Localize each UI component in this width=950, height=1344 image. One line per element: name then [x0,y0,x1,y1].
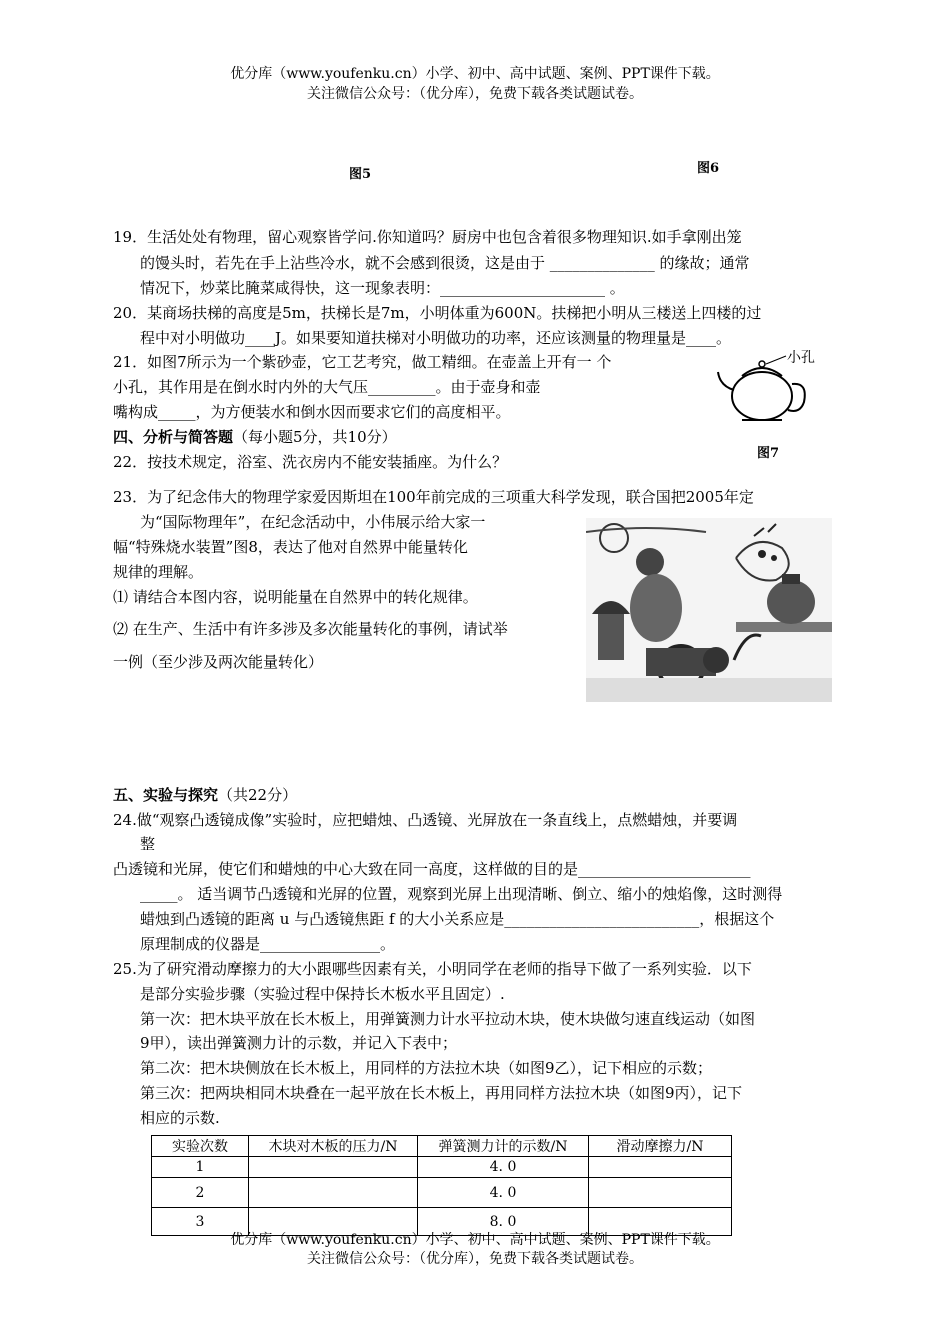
table-cell [589,1157,732,1178]
section-5-title: 五、实验与探究 [113,786,219,804]
figure-7-caption: 图7 [757,446,780,461]
q19-line-1: 19．生活处处有物理，留心观察皆学问.你知道吗？厨房中也包含着很多物理知识.如手拿刚出笼 [113,228,742,246]
q21-line-3: 嘴构成_____，为方便装水和倒水因而要求它们的高度相平。 [113,403,511,421]
table-cell: 1 [152,1157,249,1178]
q21-line-1: 21．如图7所示为一个紫砂壶，它工艺考究，做工精细。在壶盖上开有一 个 [113,353,612,371]
table-cell: 4. 0 [418,1178,589,1208]
footer-line-1: 优分库（www.youfenku.cn）小学、初中、高中试题、案例、PPT课件下载。 [230,1232,720,1248]
q25-line-6: 第三次：把两块相同木块叠在一起平放在长木板上，再用同样方法拉木块（如图9丙），记下 [140,1084,743,1102]
section-5-heading [113,783,835,807]
table-cell: 4. 0 [418,1157,589,1178]
q25-line-5: 第二次：把木块侧放在长木板上，用同样的方法拉木块（如图9乙），记下相应的示数； [140,1059,713,1077]
q25-line-7: 相应的示数. [140,1109,220,1127]
q25-line-2: 是部分实验步骤（实验过程中保持长木板水平且固定）. [140,985,505,1003]
q21-line-2: 小孔，其作用是在倒水时内外的大气压_________。由于壶身和壶 [113,378,541,396]
teapot-hole-label: 小孔 [787,350,815,366]
q23-line-5: ⑴ 请结合本图内容，说明能量在自然界中的转化规律。 [113,588,478,606]
q23-line-3: 幅“特殊烧水装置”图8，表达了他对自然界中能量转化 [113,538,468,556]
figure-5-caption: 图5 [349,167,372,182]
q24-line-1: 24.做“观察凸透镜成像”实验时，应把蜡烛、凸透镜、光屏放在一条直线上，点燃蜡烛，并要调 [113,811,738,829]
table-cell [589,1178,732,1208]
table-cell [249,1157,418,1178]
table-row [152,1178,732,1208]
q23-line-4: 规律的理解。 [113,563,204,581]
table-cell: 2 [152,1178,249,1208]
q22-text: 22．按技术规定，浴室、洗衣房内不能安装插座。为什么？ [113,453,508,471]
q25-line-4: 9甲），读出弹簧测力计的示数，并记入下表中； [140,1034,458,1052]
q19-line-2: 的馒头时，若先在手上沾些冷水，就不会感到很烫，这是由于 ______________ 的缘故；通常 [140,254,750,272]
q24-line-2: 整 [140,835,156,853]
section-4-heading [113,425,835,449]
q24-line-5: 蜡烛到凸透镜的距离 u 与凸透镜焦距 f 的大小关系应是__________________________，根据这个 [140,910,775,928]
footer-line-2: 关注微信公众号：（优分库），免费下载各类试题试卷。 [307,1251,643,1267]
q24-line-4: _____。 适当调节凸透镜和光屏的位置，观察到光屏上出现清晰、倒立、缩小的烛焰像，这时测得 [140,885,783,903]
figure-6-caption: 图6 [697,161,720,176]
q19-line-3: 情况下，炒菜比腌菜咸得快，这一现象表明：______________________ 。 [140,279,625,297]
q20-line-1: 20．某商场扶梯的高度是5m，扶梯长是7m，小明体重为600N。扶梯把小明从三楼送上四楼的过 [113,304,762,322]
table-header-cell: 实验次数 [152,1136,249,1157]
section-4-title: 四、分析与简答题 [113,428,234,446]
special-kettle-figure [586,518,832,702]
q23-line-6: ⑵ 在生产、生活中有许多涉及多次能量转化的事例，请试举 [113,620,508,638]
table-cell [249,1178,418,1208]
table-cell: 8. 0 [418,1208,589,1236]
q24-line-6: 原理制成的仪器是________________。 [140,935,396,953]
table-header-row [152,1136,732,1157]
table-row [152,1157,732,1178]
table-header-cell: 滑动摩擦力/N [589,1136,732,1157]
q23-line-1: 23．为了纪念伟大的物理学家爱因斯坦在100年前完成的三项重大科学发现，联合国把2005年定 [113,488,754,506]
q23-line-7: 一例（至少涉及两次能量转化） [113,653,324,671]
q24-line-3: 凸透镜和光屏，使它们和蜡烛的中心大致在同一高度，这样做的目的是_______________________ [113,860,751,878]
section-4-note: （每小题5分，共10分） [233,428,397,446]
q25-line-3: 第一次：把木块平放在长木板上，用弹簧测力计水平拉动木块，使木块做匀速直线运动（如图 [140,1010,756,1028]
table-header-cell: 木块对木板的压力/N [249,1136,418,1157]
table-header-cell: 弹簧测力计的示数/N [418,1136,589,1157]
q20-line-2: 程中对小明做功____J。如果要知道扶梯对小明做功的功率，还应该测量的物理量是____。 [140,329,732,347]
q25-line-1: 25.为了研究滑动摩擦力的大小跟哪些因素有关，小明同学在老师的指导下做了一系列实验．以下 [113,960,752,978]
q23-line-2: 为“国际物理年”，在纪念活动中，小伟展示给大家一 [140,513,486,531]
friction-data-table [151,1135,732,1236]
table-cell: 3 [152,1208,249,1236]
header-line-1: 优分库（www.youfenku.cn）小学、初中、高中试题、案例、PPT课件下载。 [230,66,720,82]
section-5-note: （共22分） [218,786,298,804]
header-line-2: 关注微信公众号：（优分库），免费下载各类试题试卷。 [307,86,643,102]
